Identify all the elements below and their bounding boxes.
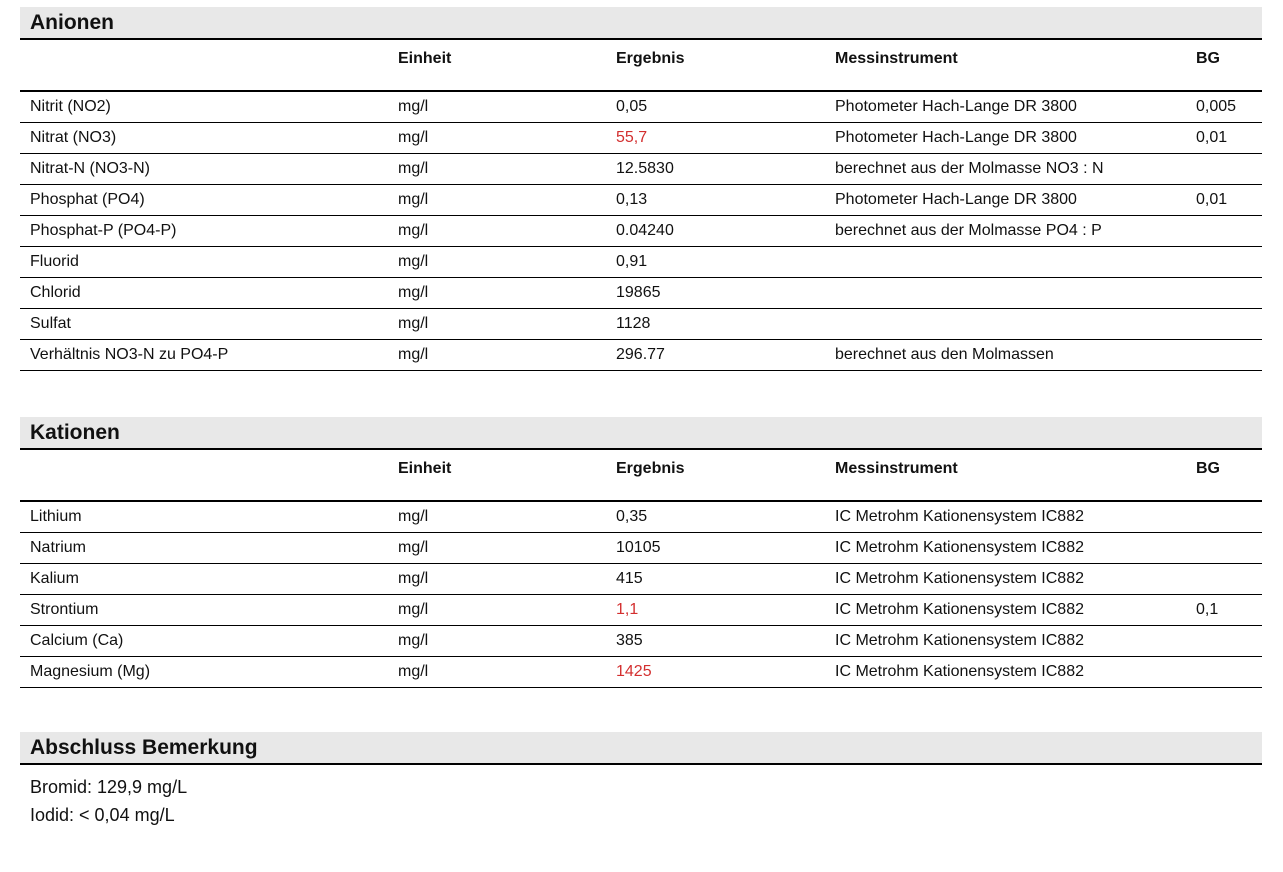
parameter-name-cell: Sulfat	[30, 315, 71, 332]
parameter-name-cell: Phosphat-P (PO4-P)	[30, 222, 177, 239]
ergebnis-cell: 385	[616, 632, 643, 649]
messinstrument-cell: IC Metrohm Kationensystem IC882	[835, 508, 1084, 525]
section-title: Anionen	[30, 10, 114, 34]
einheit-cell: mg/l	[398, 98, 429, 115]
table-row	[20, 123, 1262, 154]
section-anionen	[20, 7, 1262, 371]
table-row	[20, 216, 1262, 247]
bg-cell: 0,1	[1196, 601, 1219, 618]
einheit-cell: mg/l	[398, 632, 429, 649]
parameter-name-cell: Nitrat (NO3)	[30, 129, 117, 146]
table-row	[20, 502, 1262, 533]
parameter-name-cell: Fluorid	[30, 253, 79, 270]
section-kationen	[20, 417, 1262, 688]
einheit-cell: mg/l	[398, 663, 429, 680]
parameter-name-cell: Verhältnis NO3-N zu PO4-P	[30, 346, 229, 363]
messinstrument-cell: Photometer Hach-Lange DR 3800	[835, 98, 1077, 115]
remark-text-block	[20, 765, 1262, 829]
parameter-name-cell: Natrium	[30, 539, 87, 556]
einheit-cell: mg/l	[398, 315, 429, 332]
table-row	[20, 626, 1262, 657]
einheit-cell: mg/l	[398, 570, 429, 587]
col-header-bg: BG	[1196, 460, 1220, 477]
einheit-cell: mg/l	[398, 191, 429, 208]
table-row	[20, 278, 1262, 309]
remark-line-bromid: Bromid: 129,9 mg/L	[30, 777, 188, 797]
ergebnis-cell: 415	[616, 570, 643, 587]
table-row	[20, 533, 1262, 564]
einheit-cell: mg/l	[398, 129, 429, 146]
bg-cell: 0,01	[1196, 129, 1228, 146]
section-title: Abschluss Bemerkung	[30, 735, 258, 759]
ergebnis-cell: 55,7	[616, 129, 648, 146]
parameter-name-cell: Lithium	[30, 508, 82, 525]
col-header-parameter	[20, 49, 398, 90]
messinstrument-cell: IC Metrohm Kationensystem IC882	[835, 570, 1084, 587]
section-header-kationen	[20, 417, 1262, 450]
ergebnis-cell: 0,91	[616, 253, 648, 270]
bg-cell: 0,005	[1196, 98, 1237, 115]
bg-cell: 0,01	[1196, 191, 1228, 208]
ergebnis-cell: 1425	[616, 663, 652, 680]
ergebnis-cell: 296.77	[616, 346, 665, 363]
ergebnis-cell: 0,13	[616, 191, 648, 208]
einheit-cell: mg/l	[398, 346, 429, 363]
messinstrument-cell: IC Metrohm Kationensystem IC882	[835, 632, 1084, 649]
einheit-cell: mg/l	[398, 222, 429, 239]
remark-line-iodid: Iodid: < 0,04 mg/L	[30, 805, 175, 825]
ergebnis-cell: 12.5830	[616, 160, 674, 177]
table-row	[20, 595, 1262, 626]
lab-report-page	[20, 7, 1262, 829]
col-header-einheit: Einheit	[398, 460, 452, 477]
messinstrument-cell: berechnet aus der Molmasse NO3 : N	[835, 160, 1104, 177]
section-spacer	[20, 371, 1262, 417]
column-header-row	[20, 450, 1262, 502]
kationen-table-body	[20, 502, 1262, 688]
section-header-abschluss	[20, 732, 1262, 765]
ergebnis-cell: 1,1	[616, 601, 639, 618]
einheit-cell: mg/l	[398, 253, 429, 270]
table-row	[20, 657, 1262, 688]
messinstrument-cell: Photometer Hach-Lange DR 3800	[835, 129, 1077, 146]
table-row	[20, 340, 1262, 371]
parameter-name-cell: Phosphat (PO4)	[30, 191, 145, 208]
section-header-anionen	[20, 7, 1262, 40]
col-header-bg: BG	[1196, 50, 1220, 67]
messinstrument-cell: IC Metrohm Kationensystem IC882	[835, 601, 1084, 618]
section-abschluss-bemerkung	[20, 732, 1262, 829]
parameter-name-cell: Nitrat-N (NO3-N)	[30, 160, 150, 177]
parameter-name-cell: Kalium	[30, 570, 79, 587]
anionen-table-body	[20, 92, 1262, 371]
parameter-name-cell: Strontium	[30, 601, 99, 618]
col-header-messinstrument: Messinstrument	[835, 460, 958, 477]
table-row	[20, 247, 1262, 278]
table-row	[20, 92, 1262, 123]
col-header-einheit: Einheit	[398, 50, 452, 67]
section-title: Kationen	[30, 420, 120, 444]
col-header-ergebnis: Ergebnis	[616, 460, 685, 477]
messinstrument-cell: berechnet aus der Molmasse PO4 : P	[835, 222, 1102, 239]
table-row	[20, 309, 1262, 340]
table-row	[20, 185, 1262, 216]
parameter-name-cell: Chlorid	[30, 284, 81, 301]
einheit-cell: mg/l	[398, 284, 429, 301]
section-spacer	[20, 688, 1262, 732]
ergebnis-cell: 19865	[616, 284, 661, 301]
col-header-messinstrument: Messinstrument	[835, 50, 958, 67]
parameter-name-cell: Nitrit (NO2)	[30, 98, 111, 115]
einheit-cell: mg/l	[398, 601, 429, 618]
parameter-name-cell: Magnesium (Mg)	[30, 663, 151, 680]
einheit-cell: mg/l	[398, 539, 429, 556]
ergebnis-cell: 0,35	[616, 508, 648, 525]
ergebnis-cell: 0,05	[616, 98, 648, 115]
einheit-cell: mg/l	[398, 508, 429, 525]
ergebnis-cell: 1128	[616, 315, 651, 332]
parameter-name-cell: Calcium (Ca)	[30, 632, 124, 649]
table-row	[20, 564, 1262, 595]
messinstrument-cell: Photometer Hach-Lange DR 3800	[835, 191, 1077, 208]
messinstrument-cell: IC Metrohm Kationensystem IC882	[835, 539, 1084, 556]
table-row	[20, 154, 1262, 185]
einheit-cell: mg/l	[398, 160, 429, 177]
col-header-ergebnis: Ergebnis	[616, 50, 685, 67]
ergebnis-cell: 10105	[616, 539, 661, 556]
messinstrument-cell: berechnet aus den Molmassen	[835, 346, 1054, 363]
ergebnis-cell: 0.04240	[616, 222, 674, 239]
col-header-parameter	[20, 459, 398, 500]
column-header-row	[20, 40, 1262, 92]
messinstrument-cell: IC Metrohm Kationensystem IC882	[835, 663, 1084, 680]
